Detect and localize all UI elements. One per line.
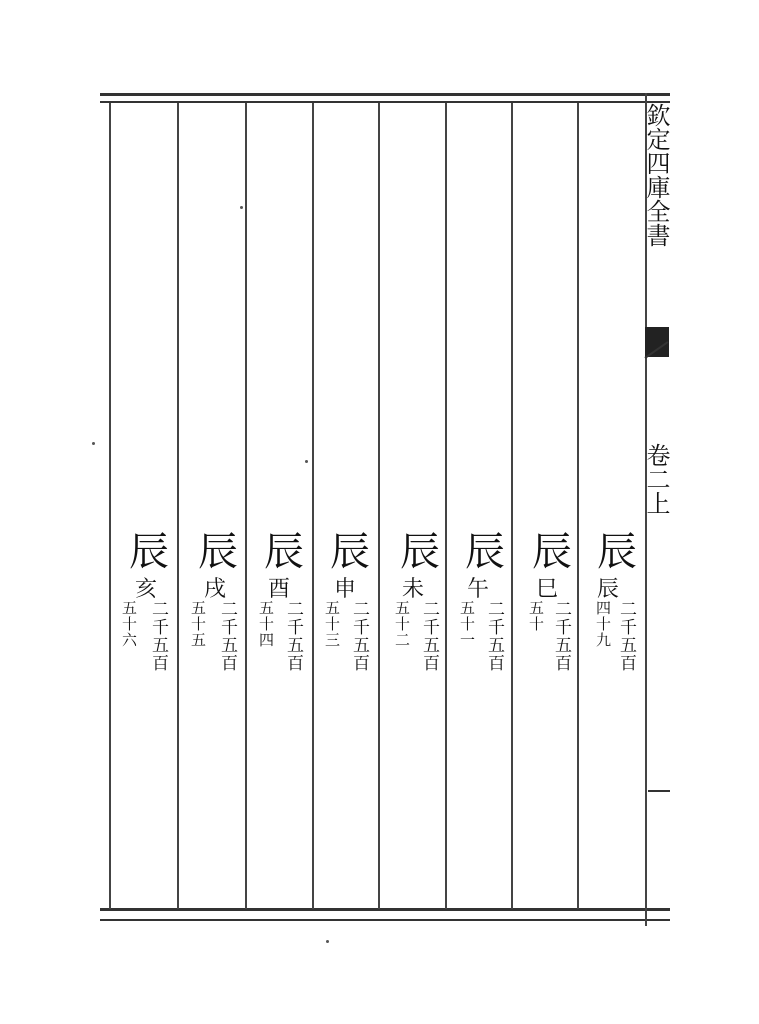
entry-main-char: 辰 — [597, 529, 637, 575]
bottom-border-outer — [100, 919, 670, 921]
entry-index: 五十五 — [189, 600, 207, 648]
entry-branch: 亥 — [134, 577, 157, 602]
entry-7 — [186, 520, 250, 780]
entry-count: 二千五百 — [551, 600, 571, 672]
page-frame — [100, 93, 670, 926]
top-border — [100, 93, 670, 96]
top-border-inner — [100, 101, 670, 103]
bottom-border — [100, 908, 670, 911]
paper-speck — [326, 940, 329, 943]
entry-1 — [585, 520, 649, 780]
column-divider — [445, 103, 447, 909]
entry-main-char: 辰 — [532, 529, 572, 575]
entry-branch: 辰 — [596, 577, 619, 602]
entry-main-char: 辰 — [264, 529, 304, 575]
entry-main-char: 辰 — [198, 529, 238, 575]
entry-4 — [388, 520, 452, 780]
entry-main-char: 辰 — [465, 529, 505, 575]
book-title: 欽定四庫全書 — [642, 103, 670, 247]
entry-count: 二千五百 — [484, 600, 504, 672]
entry-branch: 巳 — [535, 577, 558, 602]
entry-index: 五十三 — [323, 600, 341, 648]
entry-index: 五十二 — [393, 600, 411, 648]
column-divider — [378, 103, 380, 909]
entry-count: 二千五百 — [217, 600, 237, 672]
entry-branch: 午 — [466, 577, 489, 602]
entry-branch: 酉 — [267, 577, 290, 602]
entry-8 — [117, 520, 181, 780]
center-margin — [642, 93, 670, 926]
column-divider — [312, 103, 314, 909]
entry-6 — [252, 520, 316, 780]
entry-count: 二千五百 — [349, 600, 369, 672]
column-divider — [177, 103, 179, 909]
column-divider — [511, 103, 513, 909]
entry-main-char: 辰 — [330, 529, 370, 575]
entry-3 — [453, 520, 517, 780]
entry-index: 四十九 — [594, 600, 612, 648]
entry-index: 五十四 — [257, 600, 275, 648]
entry-count: 二千五百 — [148, 600, 168, 672]
entry-branch: 未 — [401, 577, 424, 602]
entry-5 — [318, 520, 382, 780]
entry-branch: 申 — [333, 577, 356, 602]
entry-count: 二千五百 — [283, 600, 303, 672]
chapter-label: 卷二上 — [642, 443, 670, 515]
paper-speck — [240, 206, 243, 209]
paper-speck — [305, 460, 308, 463]
entry-2 — [520, 520, 584, 780]
entry-index: 五十六 — [120, 600, 138, 648]
entry-main-char: 辰 — [400, 529, 440, 575]
margin-tick — [648, 790, 670, 792]
entry-main-char: 辰 — [129, 529, 169, 575]
column-divider — [577, 103, 579, 909]
column-divider — [109, 103, 111, 909]
entry-count: 二千五百 — [419, 600, 439, 672]
entry-branch: 戌 — [203, 577, 226, 602]
entry-index: 五十一 — [458, 600, 476, 648]
entry-count: 二千五百 — [616, 600, 636, 672]
paper-speck — [92, 442, 95, 445]
entry-index: 五十 — [527, 600, 545, 632]
column-divider — [245, 103, 247, 909]
